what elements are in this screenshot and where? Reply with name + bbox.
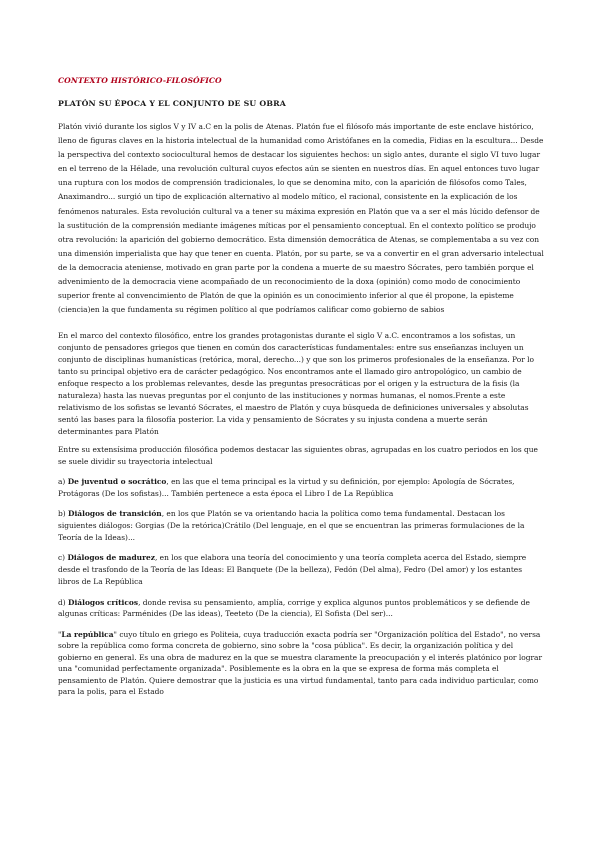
republic-text: " cuyo título en griego es Politeia, cuya traducción exacta podría ser "Organización política del Estado", no versa sobre la república como forma concreta de gobierno, sino sobre la "cosa pública". Es decir, la organización política y del gobierno en general. Es una obra de madurez en la que se muestra claramente la preocupación y el interés platónico por lograr una "comunidad perfectamente organizada". Posiblemente es la obra en la que se expresa de forma más completa el pensamiento de Platón. Quiere demostrar que la justicia es una virtud fundamental, tanto para cada individuo particular, como para la polis, para el Estado <box>58 629 543 697</box>
republic-title: La república <box>61 629 114 639</box>
period-item-madurez <box>58 552 544 587</box>
period-text: , en los que elabora una teoría del conocimiento y una teoría completa acerca del Estado, siempre desde el trasfondo de la Teoría de las Ideas: El Banquete (De la belleza), Fedón (Del alma), Fedro (Del amor) y los estantes libros de La República <box>58 553 527 586</box>
period-item-criticos <box>58 597 544 620</box>
period-prefix: b) <box>58 509 69 519</box>
period-name: Diálogos críticos <box>68 597 139 607</box>
period-name: De juventud o socrático <box>67 476 167 486</box>
open-quote: " <box>58 629 62 639</box>
paragraph-works-intro: Entre su extensísima producción filosófica podemos destacar las siguientes obras, agrupadas en los cuatro periodos en los que se suele dividir su trayectoria intelectual <box>58 445 538 467</box>
period-text: , en los que Platón se va orientando hacia la política como tema fundamental. Destacan los siguientes diálogos: Gorgias (De la retórica)Crátilo (Del lenguaje, en el que se encuentran las primeras formulaciones de la Teoría de la Ideas)... <box>58 509 525 542</box>
period-item-juventud <box>58 476 544 499</box>
paragraph-philosophical-context: En el marco del contexto filosófico, entre los grandes protagonistas durante el siglo V a.C. encontramos a los sofistas, un conjunto de pensadores griegos que tienen en común dos características fundamentales: entre sus enseñanzas incluyen un conjunto de disciplinas humanísticas (retórica, moral, derecho...) y que son los primeros profesionales de la enseñanza. Por lo tanto su principal objetivo era de carácter pedagógico. Nos encontramos ante el llamado giro antropológico, un cambio de enfoque respecto a los problemas relevantes, desde las preguntas presocráticas por el origen y la estructura de la fisis (la naturaleza) hasta las nuevas preguntas por el conjunto de las instituciones y normas humanas, el nomos.Frente a este relativismo de los sofistas se levantó Sócrates, el maestro de Platón y cuya búsqueda de definiciones universales y absolutas sentó las bases para la filosofía posterior. La vida y pensamiento de Sócrates y su injusta condena a muerte serán determinantes para Platón <box>58 331 534 436</box>
paragraph-historical-context: Platón vivió durante los siglos V y IV a.C en la polis de Atenas. Platón fue el filósofo más importante de este enclave histórico, lleno de figuras claves en la historia intelectual de la humanidad como Aristófanes en la comedia, Fidias en la escultura... Desde la perspectiva del contexto sociocultural hemos de destacar los siguientes hechos: un siglo antes, durante el siglo VI tuvo lugar en el terreno de la Hélade, una revolución cultural cuyos efectos aún se sienten en nuestros días. En aquel entonces tuvo lugar una ruptura con los modos de comprensión tradicionales, lo que se denomina mito, con la aparición de filósofos como Tales, Anaximandro... surgió un tipo de explicación alternativo al modelo mítico, el racional, consistente en la explicación de los fenómenos naturales. Esta revolución cultural va a tener su máxima expresión en Platón que va a ser el más lúcido defensor de la sustitución de la comprensión mediante imágenes míticas por el pensamiento conceptual. En el contexto político se produjo otra revolución: la aparición del gobierno democrático. Esta dimensión democrática de Atenas, se complementaba a su vez con una dimensión imperialista que hay que tener en cuenta. Platón, por su parte, se va a convertir en el gran adversario intelectual de la democracia ateniense, motivado en gran parte por la condena a muerte de su maestro Sócrates, pero también porque el advenimiento de la democracia viene acompañado de un reconocimiento de la doxa (opinión) como modo de conocimiento superior frente al convencimiento de Platón de que la opinión es un conocimiento inferior al que él propone, la episteme (ciencia)en la que fundamenta su régimen político al que podríamos calificar como gobierno de sabios <box>58 122 544 315</box>
period-text: , en las que el tema principal es la virtud y su definición, por ejemplo: Apología de Sócrates, Protágoras (De los sofistas)... También pertenece a esta época el Libro I de La República <box>58 476 515 498</box>
period-name: Diálogos de transición <box>68 509 162 519</box>
paragraph-la-republica <box>58 629 544 698</box>
period-prefix: d) <box>58 597 69 607</box>
period-prefix: c) <box>58 553 68 563</box>
section-heading: CONTEXTO HISTÓRICO-FILOSÓFICO <box>58 76 222 85</box>
document-page <box>58 76 544 698</box>
period-prefix: a) <box>58 476 68 486</box>
period-name: Diálogos de madurez <box>67 553 155 563</box>
period-text: , donde revisa su pensamiento, amplía, corrige y explica algunos puntos problemáticos y se defiende de algunas críticas: Parménides (De las ideas), Teeteto (De la ciencia), El Sofista (Del ser)... <box>58 597 530 619</box>
document-title: PLATÓN SU ÉPOCA Y EL CONJUNTO DE SU OBRA <box>58 99 287 108</box>
period-item-transicion <box>58 508 544 543</box>
